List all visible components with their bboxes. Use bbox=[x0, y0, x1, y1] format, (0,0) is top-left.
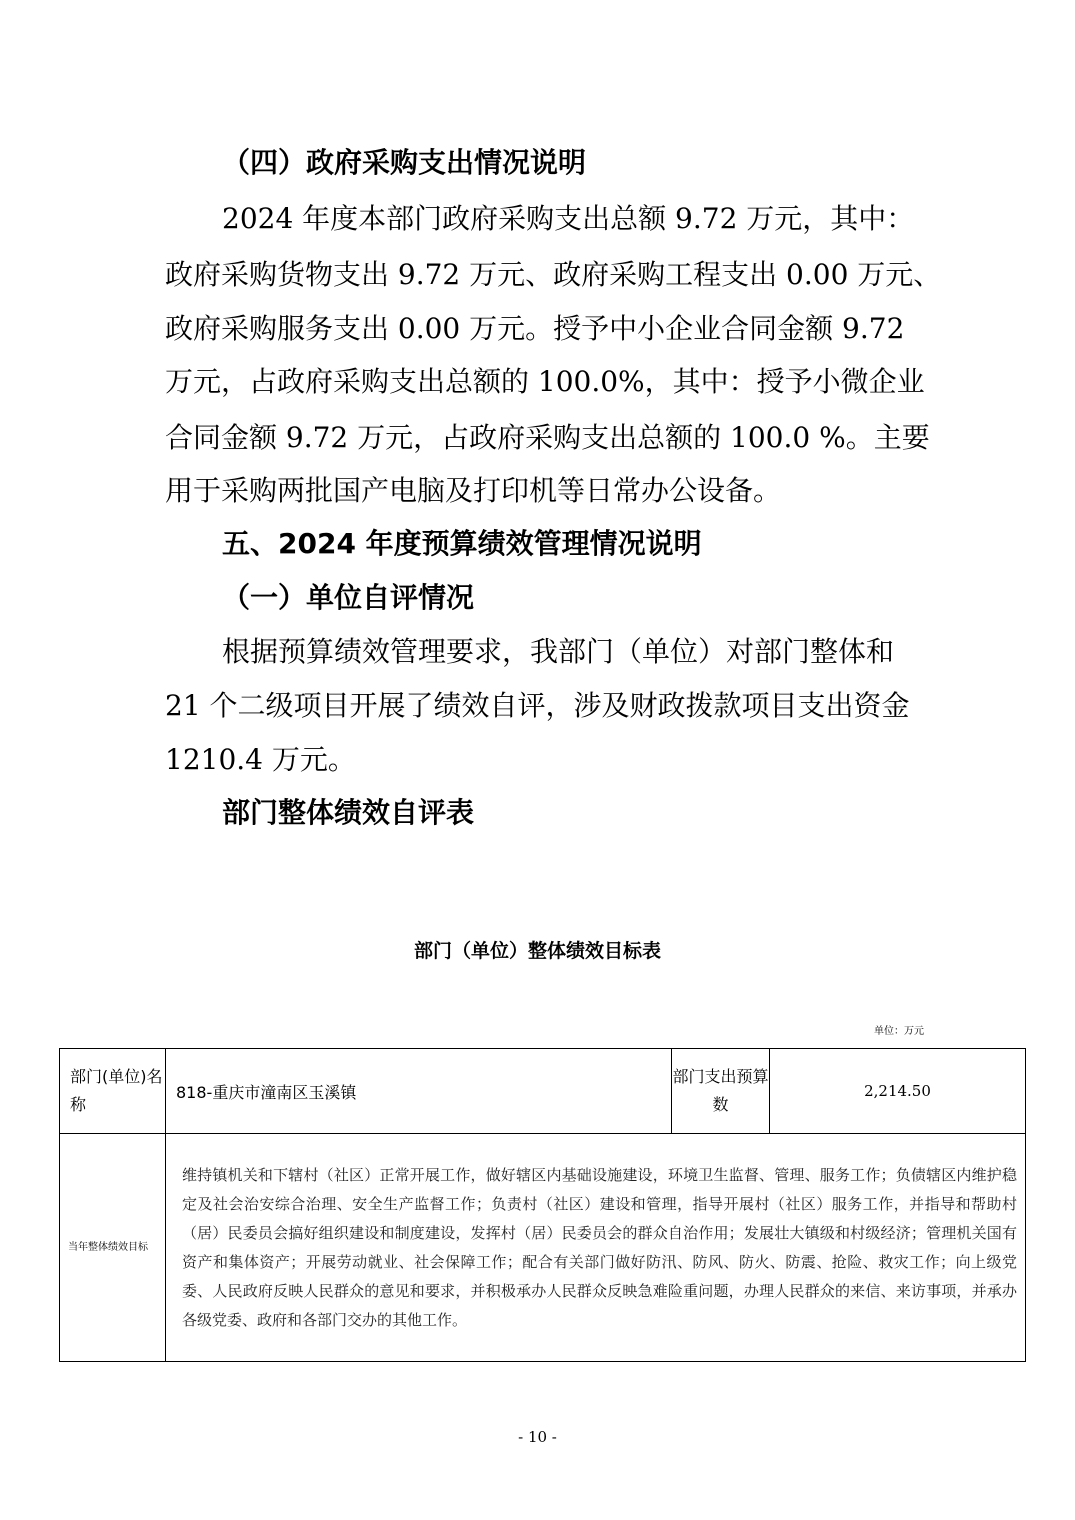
self-eval-table-heading: 部门整体绩效自评表 bbox=[222, 796, 475, 829]
budget-value: 2,214.50 bbox=[770, 1049, 1026, 1134]
section-4-line-1: 2024 年度本部门政府采购支出总额 9.72 万元，其中： bbox=[222, 202, 915, 235]
annual-goal-label: 当年整体绩效目标 bbox=[60, 1134, 166, 1362]
section-5-line-3: 1210.4 万元。 bbox=[165, 743, 356, 776]
section-5-sub1-heading: （一）单位自评情况 bbox=[222, 581, 475, 614]
performance-goal-table bbox=[59, 1048, 1026, 1362]
unit-note: 单位：万元 bbox=[874, 1026, 924, 1037]
section-5-line-2: 21 个二级项目开展了绩效自评，涉及财政拨款项目支出资金 bbox=[165, 689, 910, 722]
table-title: 部门（单位）整体绩效目标表 bbox=[413, 940, 661, 962]
annual-goal-text: 维持镇机关和下辖村（社区）正常开展工作，做好辖区内基础设施建设，环境卫生监督、管理、服务工作；负债辖区内维护稳定及社会治安综合治理、安全生产监督工作；负责村（社区）建设和管理，指导开展村（社区）服务工作，并指导和帮助村（居）民委员会搞好组织建设和制度建设，发挥村（居）民委员会的群众自治作用；发展壮大镇级和村级经济；管理机关国有资产和集体资产；开展劳动就业、社会保障工作；配合有关部门做好防汛、防风、防火、防震、抢险、救灾工作；向上级党委、人民政府反映人民群众的意见和要求，并积极承办人民群众反映急难险重问题，办理人民群众的来信、来访事项，并承办各级党委、政府和各部门交办的其他工作。 bbox=[166, 1134, 1026, 1362]
budget-label: 部门支出预算数 bbox=[672, 1049, 770, 1134]
section-4-heading: （四）政府采购支出情况说明 bbox=[222, 146, 587, 179]
section-4-line-4: 万元，占政府采购支出总额的 100.0%，其中：授予小微企业 bbox=[165, 365, 925, 398]
section-4-line-6: 用于采购两批国产电脑及打印机等日常办公设备。 bbox=[165, 474, 782, 507]
section-5-heading: 五、2024 年度预算绩效管理情况说明 bbox=[222, 527, 702, 560]
section-5-line-1: 根据预算绩效管理要求，我部门（单位）对部门整体和 bbox=[222, 635, 895, 668]
dept-name-label: 部门(单位)名称 bbox=[60, 1049, 166, 1134]
section-4-line-3: 政府采购服务支出 0.00 万元。授予中小企业合同金额 9.72 bbox=[165, 312, 905, 345]
section-4-line-2: 政府采购货物支出 9.72 万元、政府采购工程支出 0.00 万元、 bbox=[165, 258, 942, 291]
section-4-line-5: 合同金额 9.72 万元，占政府采购支出总额的 100.0 %。主要 bbox=[165, 421, 930, 454]
page-number: - 10 - bbox=[518, 1428, 557, 1446]
dept-name-value: 818-重庆市潼南区玉溪镇 bbox=[166, 1049, 672, 1134]
